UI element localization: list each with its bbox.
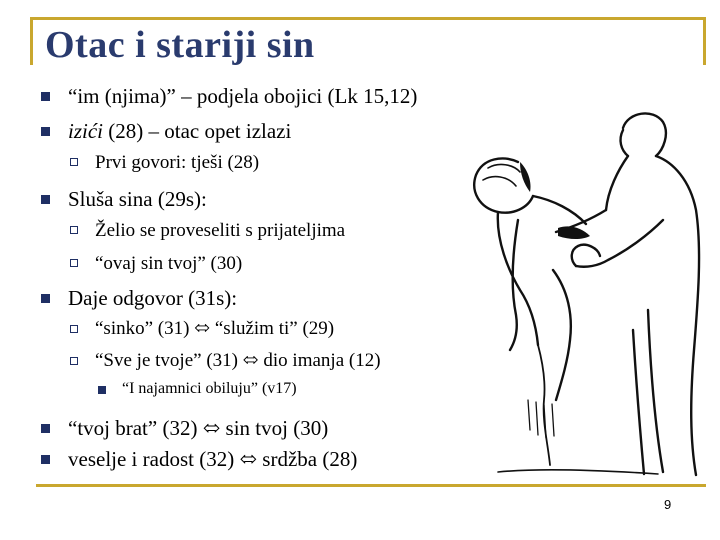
square-bullet-icon bbox=[41, 92, 50, 101]
square-bullet-icon bbox=[98, 386, 106, 394]
bullet-tvoj-brat: “tvoj brat” (32) ⬄ sin tvoj (30) bbox=[68, 416, 329, 440]
bullet-im-njima: “im (njima)” – podjela obojici (Lk 15,12) bbox=[68, 84, 418, 108]
bullet-slusa-sina: Sluša sina (29s): bbox=[68, 187, 207, 211]
sub-bullet-ovaj-sin: “ovaj sin tvoj” (30) bbox=[95, 253, 243, 274]
hollow-square-bullet-icon bbox=[70, 259, 78, 267]
hollow-square-bullet-icon bbox=[70, 226, 78, 234]
title-frame-right-line bbox=[703, 17, 706, 65]
square-bullet-icon bbox=[41, 455, 50, 464]
page-number: 9 bbox=[664, 497, 672, 512]
square-bullet-icon bbox=[41, 195, 50, 204]
sub-bullet-zelio: Želio se proveseliti s prijateljima bbox=[95, 220, 346, 241]
slide-title: Otac i stariji sin bbox=[45, 24, 315, 66]
square-bullet-icon bbox=[41, 294, 50, 303]
square-bullet-icon bbox=[41, 127, 50, 136]
square-bullet-icon bbox=[41, 424, 50, 433]
bullet-veselje: veselje i radost (32) ⬄ srdžba (28) bbox=[68, 447, 358, 471]
sub-bullet-prvi-govori: Prvi govori: tješi (28) bbox=[95, 152, 260, 173]
bullet-izici-rest: (28) – otac opet izlazi bbox=[103, 119, 292, 143]
illustration-father-embracing-son bbox=[458, 100, 718, 480]
title-frame-top-line bbox=[30, 17, 706, 20]
hollow-square-bullet-icon bbox=[70, 158, 78, 166]
sub-bullet-sve-je-tvoje: “Sve je tvoje” (31) ⬄ dio imanja (12) bbox=[95, 350, 381, 371]
hollow-square-bullet-icon bbox=[70, 357, 78, 365]
bullet-daje-odgovor: Daje odgovor (31s): bbox=[68, 286, 238, 310]
sub-bullet-sinko: “sinko” (31) ⬄ “služim ti” (29) bbox=[95, 318, 335, 339]
hollow-square-bullet-icon bbox=[70, 325, 78, 333]
bullet-izici bbox=[68, 121, 291, 142]
title-frame-left-line bbox=[30, 17, 33, 65]
sub-sub-bullet-najamnici: “I najamnici obiluju” (v17) bbox=[122, 380, 297, 397]
footer-divider-line bbox=[36, 484, 706, 487]
bullet-izici-italic: izići bbox=[68, 119, 103, 143]
